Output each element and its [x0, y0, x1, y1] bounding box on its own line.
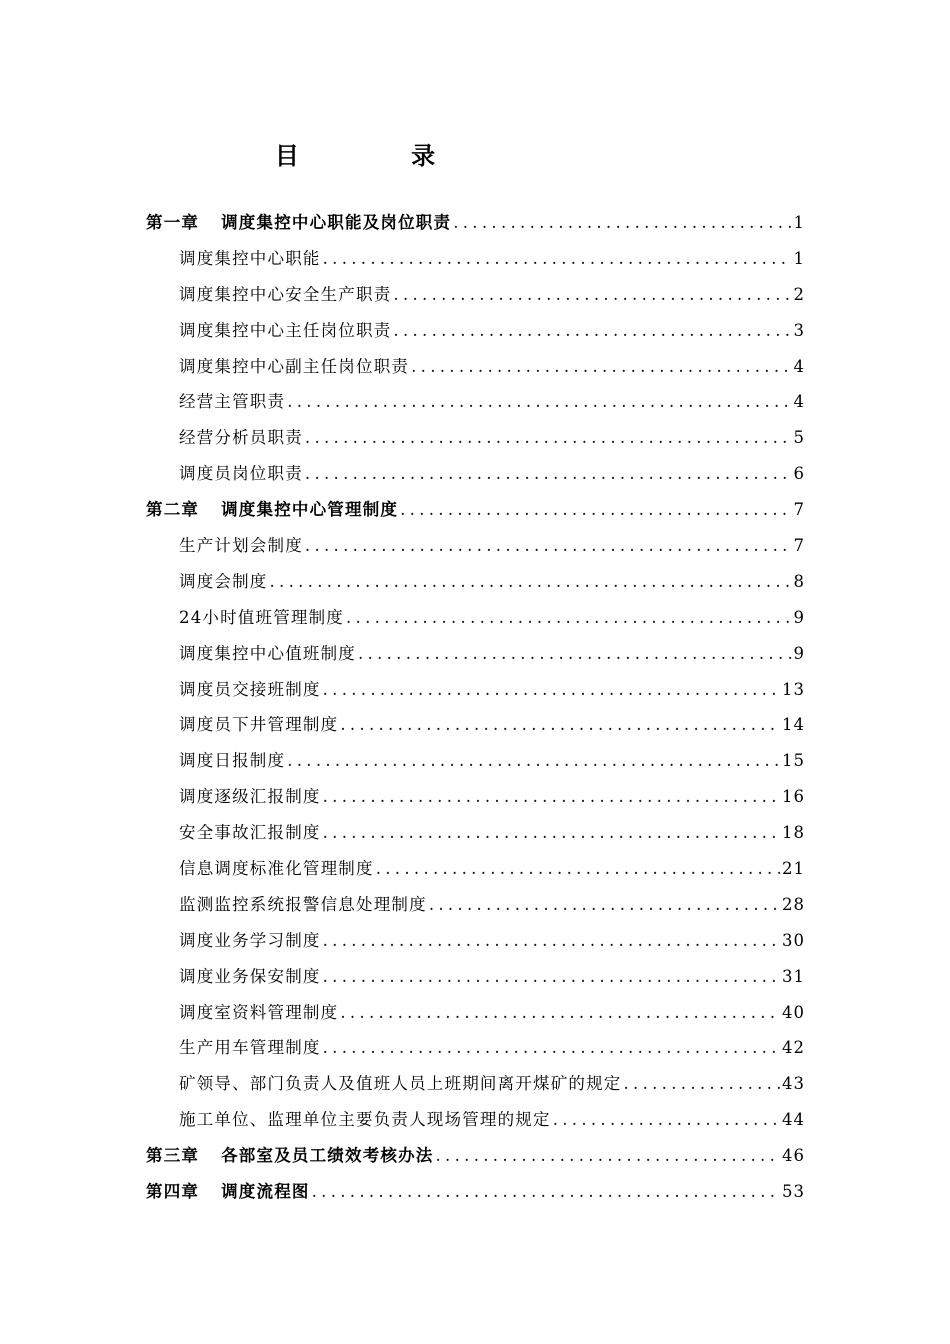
toc-section-entry[interactable] — [146, 564, 805, 600]
toc-entry-label — [146, 205, 451, 241]
dot-leader — [553, 1102, 780, 1138]
dot-leader — [323, 241, 792, 277]
toc-entry-label — [179, 1102, 551, 1138]
toc-section-entry[interactable] — [146, 420, 805, 456]
dot-leader — [429, 887, 780, 923]
toc-section-entry[interactable] — [146, 707, 805, 743]
dot-leader — [346, 600, 792, 636]
page-number: 44 — [782, 1110, 805, 1130]
toc-section-entry[interactable] — [146, 923, 805, 959]
toc-entry-label — [179, 672, 321, 708]
toc-entry-text: 调度集控中心副主任岗位职责 — [179, 356, 410, 376]
toc-section-entry[interactable] — [146, 600, 805, 636]
toc-entry-text: 调度集控中心值班制度 — [179, 643, 356, 663]
chapter-number: 第四章 — [146, 1182, 200, 1202]
toc-entry-text: 调度日报制度 — [179, 751, 286, 771]
page-number: 7 — [793, 536, 805, 556]
toc-section-entry[interactable] — [146, 887, 805, 923]
toc-section-entry[interactable] — [146, 456, 805, 492]
toc-entry-text: 调度业务保安制度 — [179, 966, 321, 986]
toc-entry-label — [179, 1066, 622, 1102]
toc-chapter-entry[interactable] — [146, 205, 805, 241]
toc-entry-label — [179, 456, 303, 492]
toc-entry-text: 调度集控中心职能及岗位职责 — [221, 213, 452, 232]
toc-entry-text: 调度集控中心职能 — [179, 248, 321, 268]
page-number: 53 — [782, 1182, 805, 1202]
page-number: 1 — [793, 248, 805, 268]
toc-entry-text: 监测监控系统报警信息处理制度 — [179, 894, 427, 914]
toc-entry-text: 信息调度标准化管理制度 — [179, 859, 374, 879]
dot-leader — [312, 1174, 780, 1210]
toc-entry-label — [146, 1138, 434, 1174]
dot-leader — [358, 636, 792, 672]
page-number: 6 — [793, 464, 805, 484]
toc-section-entry[interactable] — [146, 241, 805, 277]
toc-section-entry[interactable] — [146, 779, 805, 815]
toc-entry-label — [179, 851, 374, 887]
toc-section-entry[interactable] — [146, 636, 805, 672]
dot-leader — [287, 384, 791, 420]
toc-entry-text: 调度员下井管理制度 — [179, 715, 339, 735]
dot-leader — [305, 456, 792, 492]
dot-leader — [323, 959, 780, 995]
toc-entry-label — [179, 277, 391, 313]
toc-section-entry[interactable] — [146, 277, 805, 313]
toc-entry-text: 调度员岗位职责 — [179, 464, 303, 484]
toc-entry-label — [179, 959, 321, 995]
toc-section-entry[interactable] — [146, 384, 805, 420]
page-number: 4 — [793, 356, 805, 376]
page-number: 28 — [782, 894, 805, 914]
toc-entry-label — [179, 887, 427, 923]
toc-section-entry[interactable] — [146, 349, 805, 385]
toc-section-entry[interactable] — [146, 851, 805, 887]
page-number: 9 — [793, 643, 805, 663]
dot-leader — [340, 995, 780, 1031]
dot-leader — [376, 851, 780, 887]
toc-entry-text: 矿领导、部门负责人及值班人员上班期间离开煤矿的规定 — [179, 1074, 622, 1094]
dot-leader — [305, 420, 792, 456]
toc-entry-text: 调度业务学习制度 — [179, 930, 321, 950]
toc-entry-label — [179, 528, 303, 564]
page-number: 1 — [793, 213, 805, 232]
toc-entry-text: 调度集控中心安全生产职责 — [179, 284, 392, 304]
dot-leader — [393, 313, 791, 349]
toc-section-entry[interactable] — [146, 313, 805, 349]
chapter-number: 第二章 — [146, 500, 200, 520]
toc-entry-label — [179, 779, 321, 815]
toc-entry-label — [179, 743, 285, 779]
toc-section-entry[interactable] — [146, 1102, 805, 1138]
page-number: 21 — [782, 859, 805, 879]
toc-section-entry[interactable] — [146, 815, 805, 851]
toc-section-entry[interactable] — [146, 1066, 805, 1102]
toc-entry-label — [179, 313, 391, 349]
toc-entry-label — [179, 923, 321, 959]
toc-entry-text: 调度流程图 — [221, 1182, 310, 1202]
toc-section-entry[interactable] — [146, 1030, 805, 1066]
toc-entry-text: 生产计划会制度 — [179, 536, 303, 556]
page-number: 18 — [782, 823, 805, 843]
chapter-number: 第一章 — [146, 213, 200, 232]
page-number: 16 — [782, 787, 805, 807]
page-number: 46 — [782, 1146, 805, 1166]
page-number: 5 — [793, 428, 805, 448]
toc-section-entry[interactable] — [146, 743, 805, 779]
page-number: 2 — [793, 284, 805, 304]
dot-leader — [323, 923, 780, 959]
dot-leader — [411, 349, 791, 385]
page-number: 30 — [782, 930, 805, 950]
dot-leader — [270, 564, 792, 600]
dot-leader — [323, 815, 780, 851]
dot-leader — [340, 707, 780, 743]
toc-entry-label — [179, 420, 303, 456]
toc-entry-text: 生产用车管理制度 — [179, 1038, 321, 1058]
page-number: 40 — [782, 1002, 805, 1022]
toc-entry-label — [179, 1030, 321, 1066]
page-number: 8 — [793, 571, 805, 591]
page-number: 4 — [793, 392, 805, 412]
toc-entry-text: 调度员交接班制度 — [179, 679, 321, 699]
page-number: 14 — [782, 715, 805, 735]
page-number: 13 — [782, 679, 805, 699]
toc-section-entry[interactable] — [146, 995, 805, 1031]
toc-entry-text: 调度集控中心管理制度 — [221, 500, 399, 520]
toc-section-entry[interactable] — [146, 959, 805, 995]
toc-entry-label — [179, 815, 321, 851]
page-number: 15 — [782, 751, 805, 771]
toc-entry-label — [146, 492, 398, 528]
toc-entry-text: 安全事故汇报制度 — [179, 823, 321, 843]
dot-leader — [287, 743, 780, 779]
toc-entry-label — [179, 600, 344, 636]
toc-entry-text: 施工单位、监理单位主要负责人现场管理的规定 — [179, 1110, 551, 1130]
page-number: 7 — [793, 500, 805, 520]
page-number: 3 — [793, 320, 805, 340]
toc-chapter-entry[interactable] — [146, 1174, 805, 1210]
chapter-number: 第三章 — [146, 1146, 200, 1166]
toc-entry-text: 调度室资料管理制度 — [179, 1002, 339, 1022]
toc-entry-text: 经营主管职责 — [179, 392, 286, 412]
toc-entry-label — [179, 707, 338, 743]
toc-entry-label — [146, 1174, 310, 1210]
dot-leader — [305, 528, 792, 564]
toc-entry-text: 调度会制度 — [179, 571, 268, 591]
page-title: 目 录 — [274, 141, 488, 170]
toc-chapter-entry[interactable] — [146, 1138, 805, 1174]
toc-entry-text: 经营分析员职责 — [179, 428, 303, 448]
toc-section-entry[interactable] — [146, 528, 805, 564]
dot-leader — [400, 492, 791, 528]
toc-entry-text: 各部室及员工绩效考核办法 — [221, 1146, 434, 1166]
dot-leader — [453, 205, 791, 241]
toc-entry-label — [179, 241, 321, 277]
toc-entry-label — [179, 349, 409, 385]
dot-leader — [323, 1030, 780, 1066]
toc-entry-label — [179, 384, 285, 420]
toc-entry-text: 24小时值班管理制度 — [179, 607, 344, 627]
toc-entry-text: 调度逐级汇报制度 — [179, 787, 321, 807]
page-number: 31 — [782, 966, 805, 986]
dot-leader — [624, 1066, 781, 1102]
toc-section-entry[interactable] — [146, 672, 805, 708]
dot-leader — [393, 277, 791, 313]
page-number: 43 — [782, 1074, 805, 1094]
dot-leader — [436, 1138, 780, 1174]
page-number: 42 — [782, 1038, 805, 1058]
table-of-contents — [146, 205, 805, 1210]
toc-chapter-entry[interactable] — [146, 492, 805, 528]
toc-entry-label — [179, 636, 356, 672]
dot-leader — [323, 672, 780, 708]
toc-entry-label — [179, 564, 268, 600]
toc-entry-label — [179, 995, 338, 1031]
page-number: 9 — [793, 607, 805, 627]
dot-leader — [323, 779, 780, 815]
toc-entry-text: 调度集控中心主任岗位职责 — [179, 320, 392, 340]
